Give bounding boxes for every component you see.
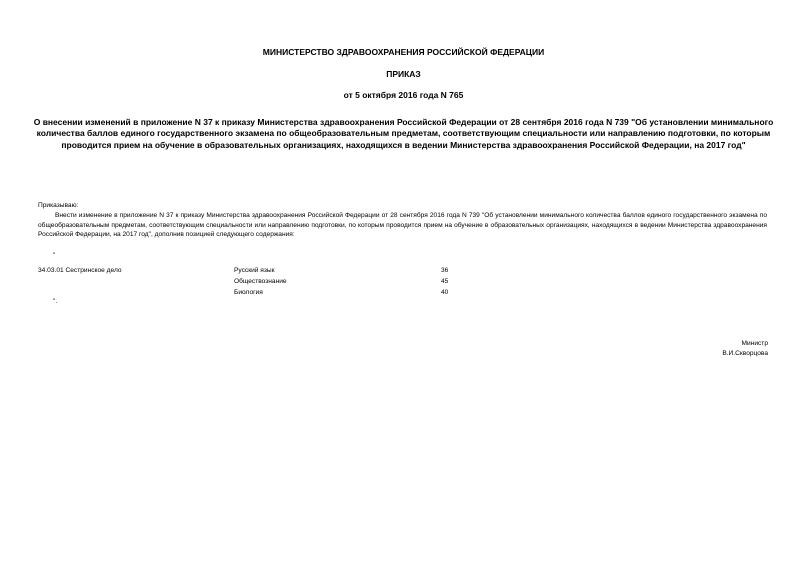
table-cell-specialty: 34.03.01 Сестринское дело [38, 267, 122, 274]
document-title: О внесении изменений в приложение N 37 к приказу Министерства здравоохранения Российской Федерации от 28 сентября 2016 года N 739 "Об установлении минимального количества баллов единого государственного экзамена по общеобразовательным предметам, соответствующим специальности или направлению подготовки, по которым проводится прием на обучение в образовательных организациях, находящихся в ведении Министерства здравоохранения Российской Федерации, на 2017 год" [33, 117, 774, 150]
table-cell-subject: Биология [234, 289, 263, 296]
quote-open: " [53, 252, 56, 259]
signatory-name: В.И.Скворцова [722, 350, 768, 357]
order-paragraph: Внести изменение в приложение N 37 к приказу Министерства здравоохранения Российской Федерации от 28 сентября 2016 года N 739 "Об установлении минимального количества баллов единого государственного экзамена по общеобразовательным предметам, соответствующим специальности или направлению подготовки, по которым проводится прием на обучение в образовательных организациях, находящихся в ведении Министерства здравоохранения Российской Федерации, на 2017 год", дополнив позицией следующего содержания: [38, 212, 767, 239]
document-type: ПРИКАЗ [386, 69, 421, 79]
table-row [38, 277, 458, 287]
order-date-number: от 5 октября 2016 года N 765 [343, 90, 464, 100]
ministry-name: МИНИСТЕРСТВО ЗДРАВООХРАНЕНИЯ РОССИЙСКОЙ ФЕДЕРАЦИИ [262, 47, 545, 57]
quote-close: ". [53, 298, 58, 305]
table-row [38, 266, 458, 276]
table-cell-score: 45 [441, 278, 449, 285]
order-intro: Приказываю: [38, 202, 79, 209]
signatory-position: Министр [741, 340, 768, 347]
table-row [38, 288, 458, 298]
table-cell-score: 36 [441, 267, 449, 274]
table-cell-score: 40 [441, 289, 449, 296]
table-cell-subject: Обществознание [234, 278, 287, 285]
table-cell-subject: Русский язык [234, 267, 275, 274]
